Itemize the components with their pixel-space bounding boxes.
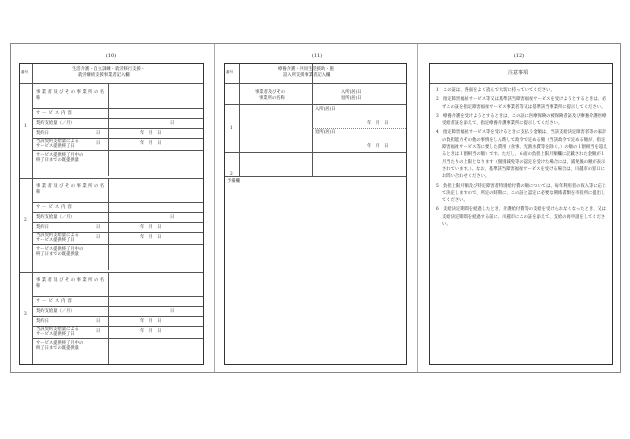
contract-amount-label: 契約支給量（／月） <box>36 215 75 220</box>
row-divider <box>32 338 203 339</box>
service-content-label: サービス内容 <box>36 299 74 304</box>
row-divider <box>32 128 203 129</box>
business-column-header: 事業者及びその <box>255 90 286 95</box>
provided-amount-label: 終了日までの既提供量 <box>36 158 79 163</box>
document-sheet <box>10 43 621 373</box>
business-name-label: 事業者及びその事業所の名称 <box>36 278 106 289</box>
contract-amount-unit: 日 <box>170 121 175 126</box>
table-title: 設入所支援事業者記入欄 <box>283 73 331 78</box>
dates-column-header: 退所(居)日 <box>341 96 362 101</box>
contract-date-value: 年 月 日 <box>140 131 162 136</box>
provided-amount-label: 終了日までの既提供量 <box>36 346 79 351</box>
notes-list <box>436 87 608 230</box>
end-date-value: 年 月 日 <box>140 329 162 334</box>
contract-date-value: 年 月 日 <box>140 319 162 324</box>
unit-day: 日 <box>96 141 101 146</box>
row-divider <box>32 202 203 203</box>
unit-day: 日 <box>96 235 101 240</box>
row-number: 3 <box>24 312 27 317</box>
notes-title: 注意事項 <box>508 70 529 76</box>
row-divider <box>32 316 203 317</box>
column-divider <box>108 178 109 270</box>
note-item: 1 この証は、各面をよく読んで大切に持っていてください。 <box>436 88 555 93</box>
page-fold-line <box>214 44 215 372</box>
page-fold-line <box>417 44 418 372</box>
note-item: 5 負担上限月額及び特定障害者特別給付費の額については、毎年利用者の収入等に応じて決定しますので、所定の時期に、この証と認定に必要な関係書類を市役所に提出してください。 <box>436 183 607 204</box>
unit-day: 日 <box>96 131 101 136</box>
dates-column-header: 入所(居)日 <box>341 90 362 95</box>
end-date-label: サービス提供終了日 <box>36 332 75 337</box>
contract-amount-label: 契約支給量（／月） <box>36 309 75 314</box>
contract-date-label: 契約日 <box>36 131 49 136</box>
end-date-label: 当該契約支給量による <box>36 327 79 332</box>
page-number-11: (11) <box>311 53 323 59</box>
contract-date-label: 契約日 <box>36 225 49 230</box>
remarks-label: 予備欄 <box>227 179 240 184</box>
row-number: 2 <box>24 218 27 223</box>
provider-entry-table <box>19 63 204 365</box>
end-date-label: 当該契約支給量による <box>36 139 79 144</box>
provided-amount-label: サービス提供終了月中の <box>36 341 84 346</box>
end-date-label: 当該契約支給量による <box>36 233 79 238</box>
row-divider <box>32 108 203 109</box>
service-content-label: サービス内容 <box>36 205 74 210</box>
row-number: 1 <box>24 124 27 129</box>
table-title: 就労継続支援事業者記入欄 <box>78 73 130 78</box>
end-date-value: 年 月 日 <box>140 141 162 146</box>
notes-panel <box>429 63 613 365</box>
business-column-header: 事業所の名称 <box>259 96 285 101</box>
page-number-12: (12) <box>513 53 525 59</box>
table-title: 生活介護・自立訓練・就労移行支援・ <box>72 67 146 72</box>
column-divider <box>108 272 109 364</box>
unit-day: 日 <box>96 329 101 334</box>
row-number: 1 <box>230 126 233 131</box>
exit-date-label: 退所(居)日 <box>315 130 336 135</box>
block-divider <box>20 272 203 273</box>
row-divider <box>32 244 203 245</box>
row-divider <box>32 150 203 151</box>
note-item: 6 支給決定期間を経過したとき、介護給付費等の支給を受けられなくなったとき、又は支給決定期間を経過する前に、川越市にこの証を添えて、支給の再申請をしてください。 <box>436 207 606 228</box>
contract-date-value: 年 月 日 <box>140 225 162 230</box>
row-divider <box>32 296 203 297</box>
row-divider <box>32 212 203 213</box>
entry-date-value: 年 月 日 <box>367 121 389 126</box>
end-date-label: サービス提供終了日 <box>36 144 75 149</box>
row-number: 2 <box>230 172 233 177</box>
number-column-header: 番号 <box>21 70 29 74</box>
provided-amount-label: サービス提供終了月中の <box>36 153 84 158</box>
end-date-label: サービス提供終了日 <box>36 238 75 243</box>
row-divider <box>32 118 203 119</box>
note-item: 2 指定障害福祉サービス等又は基準該当障害福祉サービスを受けようとするときは、必ずこの証を指定障害福祉サービス事業者等又は基準該当事業所に提示してください。 <box>436 97 607 110</box>
business-name-label: 事業者及びその事業所の名称 <box>36 184 106 195</box>
number-column-header: 番号 <box>226 70 234 74</box>
provided-amount-label: サービス提供終了月中の <box>36 247 84 252</box>
provided-amount-label: 終了日までの既提供量 <box>36 252 79 257</box>
unit-day: 日 <box>96 319 101 324</box>
contract-amount-unit: 日 <box>170 309 175 314</box>
residential-entry-table <box>224 63 407 365</box>
business-name-label: 事業者及びその事業所の名称 <box>36 90 106 101</box>
exit-date-value: 年 月 日 <box>367 144 389 149</box>
entry-date-label: 入所(居)日 <box>315 107 336 112</box>
column-divider <box>108 84 109 176</box>
contract-date-label: 契約日 <box>36 319 49 324</box>
contract-amount-unit: 日 <box>170 215 175 220</box>
service-content-label: サービス内容 <box>36 111 74 116</box>
contract-amount-label: 契約支給量（／月） <box>36 121 75 126</box>
block-divider <box>20 178 203 179</box>
end-date-value: 年 月 日 <box>140 235 162 240</box>
row-divider <box>32 306 203 307</box>
page-number-10: (10) <box>105 53 117 59</box>
note-item: 3 療養介護を受けようとするときは、この証に医療保険の被保険者証及び療養介護医療受給者証を添えて、指定療養介護事業所に提示してください。 <box>436 113 607 127</box>
row-divider <box>32 222 203 223</box>
unit-day: 日 <box>96 225 101 230</box>
note-item: 4 指定障害福祉サービス等を受けるときに支払う金額は、当該支給決定障害者等の家計の負担能力その他の事情をしん酌して政令で定める額（当該政令で定める額が、指定障害福祉サービス等に要した費用（食事、光熱水費等を除く。）の額の１割相当を超えるときは１割相当の額）です。ただし、６面の負担上限月額欄に記載された金額が１月当たりの上限となります（個別減免等の認定を受けた場合には、減免後の額が表示されています。）。なお、基準該当障害福祉サービスを受ける場合は、川越市の窓口にお問い合わせください。 <box>436 130 608 180</box>
table-title: 療養介護・共同生活援助・施 <box>278 67 334 72</box>
